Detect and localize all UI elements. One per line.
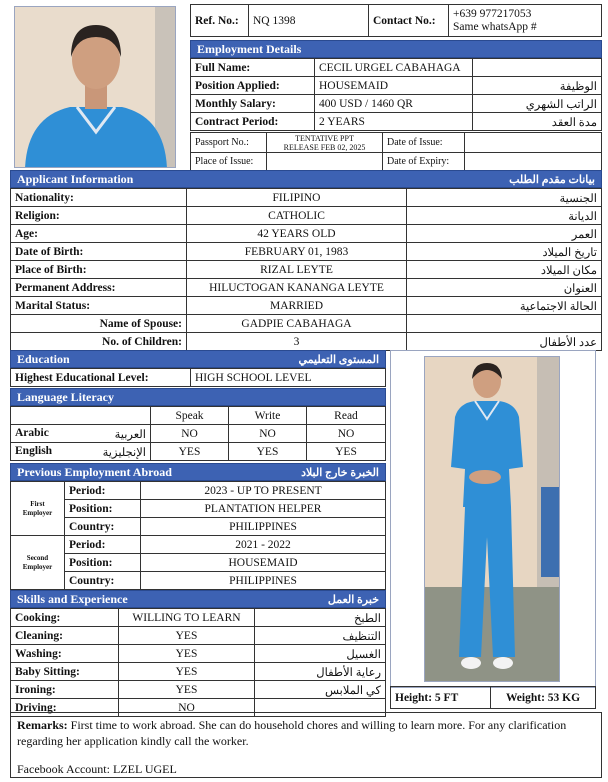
ref-value: NQ 1398 [249,5,369,37]
spouse-ar [407,315,602,333]
app-value: RIZAL LEYTE [187,261,407,279]
passport-table [190,132,602,171]
emp-ar: الراتب الشهري [473,95,602,113]
app-label: Nationality: [11,189,187,207]
ref-contact-table [190,4,602,37]
skills-table [10,608,386,717]
children-label: No. of Children: [11,333,187,351]
skill-value: NO [119,699,255,717]
employer-country: PHILIPPINES [141,518,386,536]
education-title: Education [17,351,70,366]
contact-cell [449,5,602,37]
language-value: NO [307,425,386,443]
employer-name: First Employer [11,482,65,536]
skill-label: Baby Sitting: [11,663,119,681]
issue-date-label: Date of Issue: [383,133,465,153]
app-ar: العنوان [407,279,602,297]
emp-label: Position Applied: [191,77,315,95]
table-row [11,333,602,351]
language-corner [11,407,151,425]
app-value: FEBRUARY 01, 1983 [187,243,407,261]
employer-name: Second Employer [11,536,65,590]
table-row [11,261,602,279]
employer-period: 2021 - 2022 [141,536,386,554]
skill-value: YES [119,663,255,681]
portrait-photo [14,6,176,168]
app-ar: مكان الميلاد [407,261,602,279]
applicant-table [10,188,602,351]
children-ar: عدد الأطفال [407,333,602,351]
skills-header [10,590,386,608]
table-row [11,443,386,461]
contact-value: +639 977217053 [453,7,532,20]
table-row [11,518,386,536]
skill-label: Ironing: [11,681,119,699]
app-label: Marital Status: [11,297,187,315]
app-label: Date of Birth: [11,243,187,261]
spouse-label: Name of Spouse: [11,315,187,333]
table-row [11,663,386,681]
app-ar: الجنسية [407,189,602,207]
previous-table [10,481,386,590]
language-value: NO [229,425,307,443]
full-body-photo [424,356,560,682]
app-value: FILIPINO [187,189,407,207]
language-label: Arabic [15,426,49,439]
emp-value: HOUSEMAID [315,77,473,95]
table-row [11,243,602,261]
employer-period: 2023 - UP TO PRESENT [141,482,386,500]
portrait-image [15,7,176,168]
issue-date-value [465,133,602,153]
table-row [191,95,602,113]
skill-label: Washing: [11,645,119,663]
emp-label: Full Name: [191,59,315,77]
app-value: CATHOLIC [187,207,407,225]
app-label: Age: [11,225,187,243]
table-row [11,609,386,627]
weight-value: Weight: 53 KG [491,687,596,709]
emp-ar [473,59,602,77]
applicant-title-ar: بيانات مقدم الطلب [509,173,595,186]
app-label: Permanent Address: [11,279,187,297]
employer-country: PHILIPPINES [141,572,386,590]
remarks-text-block [17,717,595,749]
remarks-text: First time to work abroad. She can do household chores and willing to learn more. For any clarification regarding her application kindly call the worker. [17,718,567,748]
table-row [11,536,386,554]
app-ar: الحالة الاجتماعية [407,297,602,315]
facebook-account: Facebook Account: LZEL UGEL [17,762,177,776]
table-row [11,572,386,590]
position-label: Position: [65,500,141,518]
table-row [11,407,386,425]
education-table [10,368,386,387]
language-value: YES [151,443,229,461]
emp-label: Contract Period: [191,113,315,131]
employment-header [190,40,602,58]
emp-value: 400 USD / 1460 QR [315,95,473,113]
table-row [11,627,386,645]
applicant-title: Applicant Information [17,171,134,186]
emp-value: 2 YEARS [315,113,473,131]
skill-value: YES [119,645,255,663]
expiry-value [465,153,602,171]
skill-ar: التنظيف [255,627,386,645]
position-label: Position: [65,554,141,572]
emp-ar: مدة العقد [473,113,602,131]
app-value: MARRIED [187,297,407,315]
passport-label: Passport No.: [191,133,267,153]
skill-label: Cooking: [11,609,119,627]
emp-value: CECIL URGEL CABAHAGA [315,59,473,77]
skill-value: WILLING TO LEARN [119,609,255,627]
employer-position: HOUSEMAID [141,554,386,572]
children-value: 3 [187,333,407,351]
remarks-box [10,712,602,778]
table-row [11,369,386,387]
previous-header [10,463,386,481]
issue-place-value [267,153,383,171]
skill-ar: رعاية الأطفال [255,663,386,681]
table-row [191,59,602,77]
remarks-label: Remarks: [17,718,68,732]
app-label: Religion: [11,207,187,225]
skill-ar: الطبخ [255,609,386,627]
skill-value: YES [119,627,255,645]
skill-label: Driving: [11,699,119,717]
country-label: Country: [65,572,141,590]
table-row [191,113,602,131]
passport-value-cell [267,133,383,153]
applicant-header [10,170,602,188]
period-label: Period: [65,482,141,500]
skill-ar: الغسيل [255,645,386,663]
language-ar: العربية [114,428,146,441]
skill-ar: كي الملابس [255,681,386,699]
employment-title: Employment Details [197,41,302,56]
app-ar: الديانة [407,207,602,225]
col-read: Read [307,407,386,425]
passport-value-2: RELEASE FEB 02, 2025 [283,142,366,152]
country-label: Country: [65,518,141,536]
table-row [11,554,386,572]
table-row [11,645,386,663]
col-speak: Speak [151,407,229,425]
table-row [11,425,386,443]
previous-title-ar: الخبرة خارج البلاد [301,466,379,479]
full-body-image [425,357,560,682]
app-ar: تاريخ الميلاد [407,243,602,261]
passport-value-1: TENTATIVE PPT [295,133,354,143]
app-label: Place of Birth: [11,261,187,279]
table-row [11,225,602,243]
period-label: Period: [65,536,141,554]
issue-place-label: Place of Issue: [191,153,267,171]
language-value: YES [307,443,386,461]
table-row [11,297,602,315]
spouse-value: GADPIE CABAHAGA [187,315,407,333]
table-row [11,279,602,297]
language-ar: الإنجليزية [102,446,146,459]
emp-label: Monthly Salary: [191,95,315,113]
skills-title: Skills and Experience [17,591,128,606]
table-row [191,77,602,95]
language-header [10,388,386,406]
education-title-ar: المستوى التعليمي [298,353,379,366]
language-table [10,406,386,461]
emp-ar: الوظيفة [473,77,602,95]
table-row [11,315,602,333]
ref-label: Ref. No.: [191,5,249,37]
employer-position: PLANTATION HELPER [141,500,386,518]
height-value: Height: 5 FT [391,687,491,709]
app-value: HILUCTOGAN KANANGA LEYTE [187,279,407,297]
language-label-cell [11,425,151,443]
language-value: NO [151,425,229,443]
contact-note: Same whatsApp # [453,20,537,33]
skill-value: YES [119,681,255,699]
table-row [11,482,386,500]
education-header [10,350,386,368]
language-label: English [15,444,53,457]
table-row [11,500,386,518]
language-title: Language Literacy [17,389,114,404]
language-label-cell [11,443,151,461]
table-row [11,189,602,207]
body-measure-table [390,686,596,709]
language-value: YES [229,443,307,461]
col-write: Write [229,407,307,425]
previous-title: Previous Employment Abroad [17,464,172,479]
education-value: HIGH SCHOOL LEVEL [191,369,386,387]
employment-table [190,58,602,131]
contact-label: Contact No.: [369,5,449,37]
table-row [11,681,386,699]
table-row [11,207,602,225]
app-value: 42 YEARS OLD [187,225,407,243]
expiry-label: Date of Expiry: [383,153,465,171]
skills-title-ar: خبرة العمل [327,593,379,606]
skill-label: Cleaning: [11,627,119,645]
app-ar: العمر [407,225,602,243]
education-label: Highest Educational Level: [11,369,191,387]
